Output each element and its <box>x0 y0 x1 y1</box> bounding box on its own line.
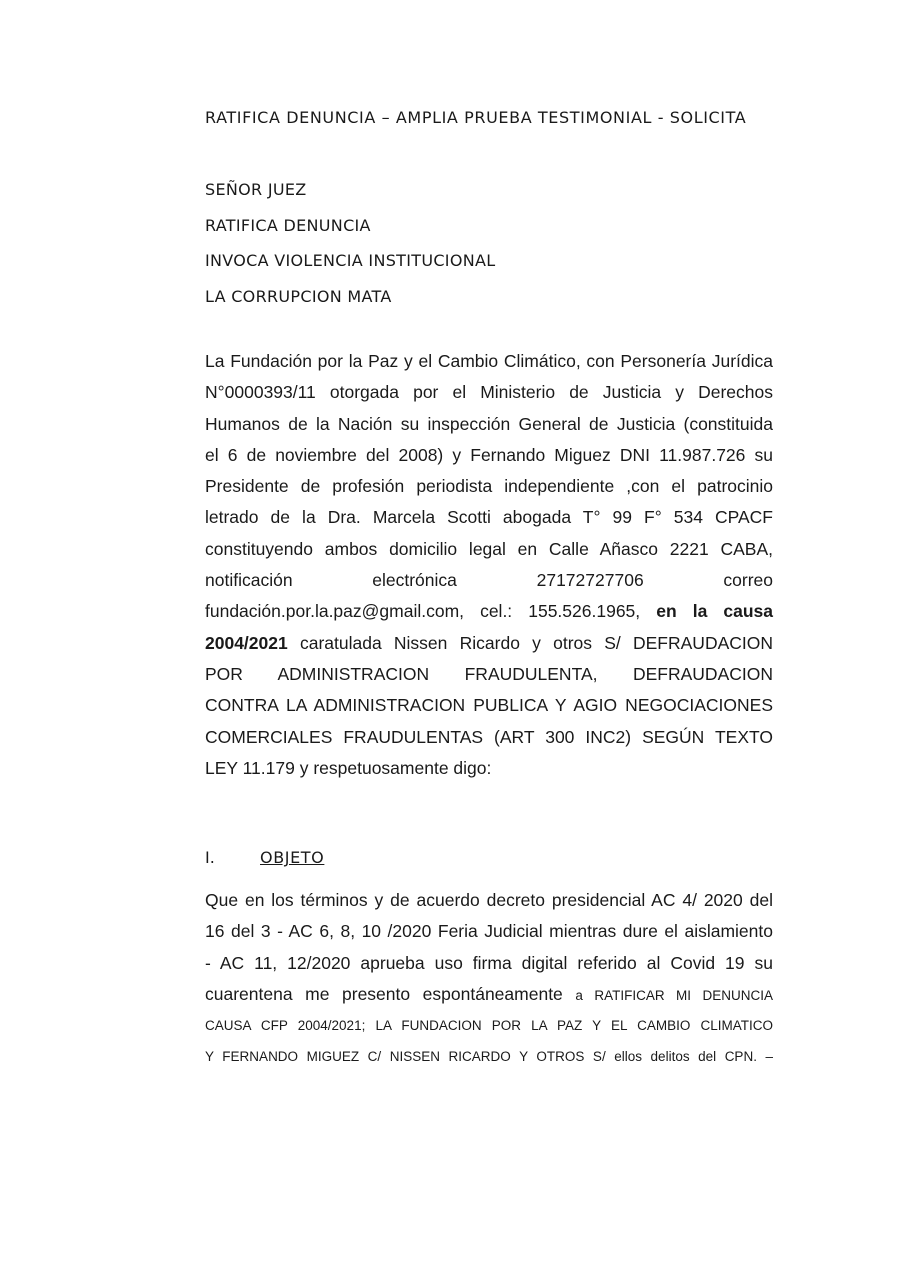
paragraph-line: 16 del 3 - AC 6, 8, 10 /2020 Feria Judicial mientras dure el aislamiento <box>205 921 773 942</box>
paragraph-line: N°0000393/11 otorgada por el Ministerio de Justicia y Derechos <box>205 382 773 403</box>
case-label: en la causa <box>656 601 773 622</box>
paragraph-line: CONTRA LA ADMINISTRACION PUBLICA Y AGIO NEGOCIACIONES <box>205 695 773 716</box>
paragraph-line: letrado de la Dra. Marcela Scotti abogada T° 99 F° 534 CPACF <box>205 507 773 528</box>
paragraph-line: - AC 11, 12/2020 aprueba uso firma digital referido al Covid 19 su <box>205 952 773 973</box>
paragraph-presentation <box>205 346 773 784</box>
paragraph-line: Y FERNANDO MIGUEZ C/ NISSEN RICARDO Y OTROS S/ ellos delitos del CPN. – <box>205 1049 773 1065</box>
paragraph-line: LEY 11.179 y respetuosamente digo: <box>205 757 492 778</box>
paragraph-line: constituyendo ambos domicilio legal en Calle Añasco 2221 CABA, <box>205 538 773 559</box>
ratify-text: a RATIFICAR MI DENUNCIA <box>575 987 773 1003</box>
paragraph-line: La Fundación por la Paz y el Cambio Climático, con Personería Jurídica <box>205 351 773 371</box>
contact-text: fundación.por.la.paz@gmail.com, cel.: 155.526.1965, <box>205 601 641 622</box>
document-heading: RATIFICA DENUNCIA – AMPLIA PRUEBA TESTIMONIAL - SOLICITA <box>205 108 747 127</box>
paragraph-line <box>205 979 773 1010</box>
case-caption: caratulada Nissen Ricardo y otros S/ DEFRAUDACION <box>299 632 773 653</box>
paragraph-line: Que en los términos y de acuerdo decreto presidencial AC 4/ 2020 del <box>205 890 773 910</box>
section-number: I. <box>205 848 215 867</box>
presentation-text: cuarentena me presento espontáneamente <box>205 983 563 1004</box>
address-block <box>205 180 495 322</box>
paragraph-line: POR ADMINISTRACION FRAUDULENTA, DEFRAUDACION <box>205 663 773 684</box>
paragraph-line <box>205 596 773 627</box>
case-number: 2004/2021 <box>205 632 288 653</box>
address-line: INVOCA VIOLENCIA INSTITUCIONAL <box>205 251 496 270</box>
address-line: SEÑOR JUEZ <box>205 180 307 199</box>
paragraph-line: notificación electrónica 27172727706 correo <box>205 570 773 591</box>
paragraph-objeto <box>205 885 773 1073</box>
paragraph-line <box>205 628 773 659</box>
section-title: OBJETO <box>260 848 325 867</box>
address-line: LA CORRUPCION MATA <box>205 286 392 306</box>
paragraph-line: CAUSA CFP 2004/2021; LA FUNDACION POR LA PAZ Y EL CAMBIO CLIMATICO <box>205 1018 773 1034</box>
paragraph-line: el 6 de noviembre del 2008) y Fernando Miguez DNI 11.987.726 su <box>205 444 773 465</box>
paragraph-line: COMERCIALES FRAUDULENTAS (ART 300 INC2) SEGÚN TEXTO <box>205 726 773 747</box>
paragraph-line: Humanos de la Nación su inspección General de Justicia (constituida <box>205 413 773 434</box>
address-line: RATIFICA DENUNCIA <box>205 215 371 235</box>
paragraph-line: Presidente de profesión periodista independiente ,con el patrocinio <box>205 476 773 497</box>
section-heading <box>205 848 324 867</box>
